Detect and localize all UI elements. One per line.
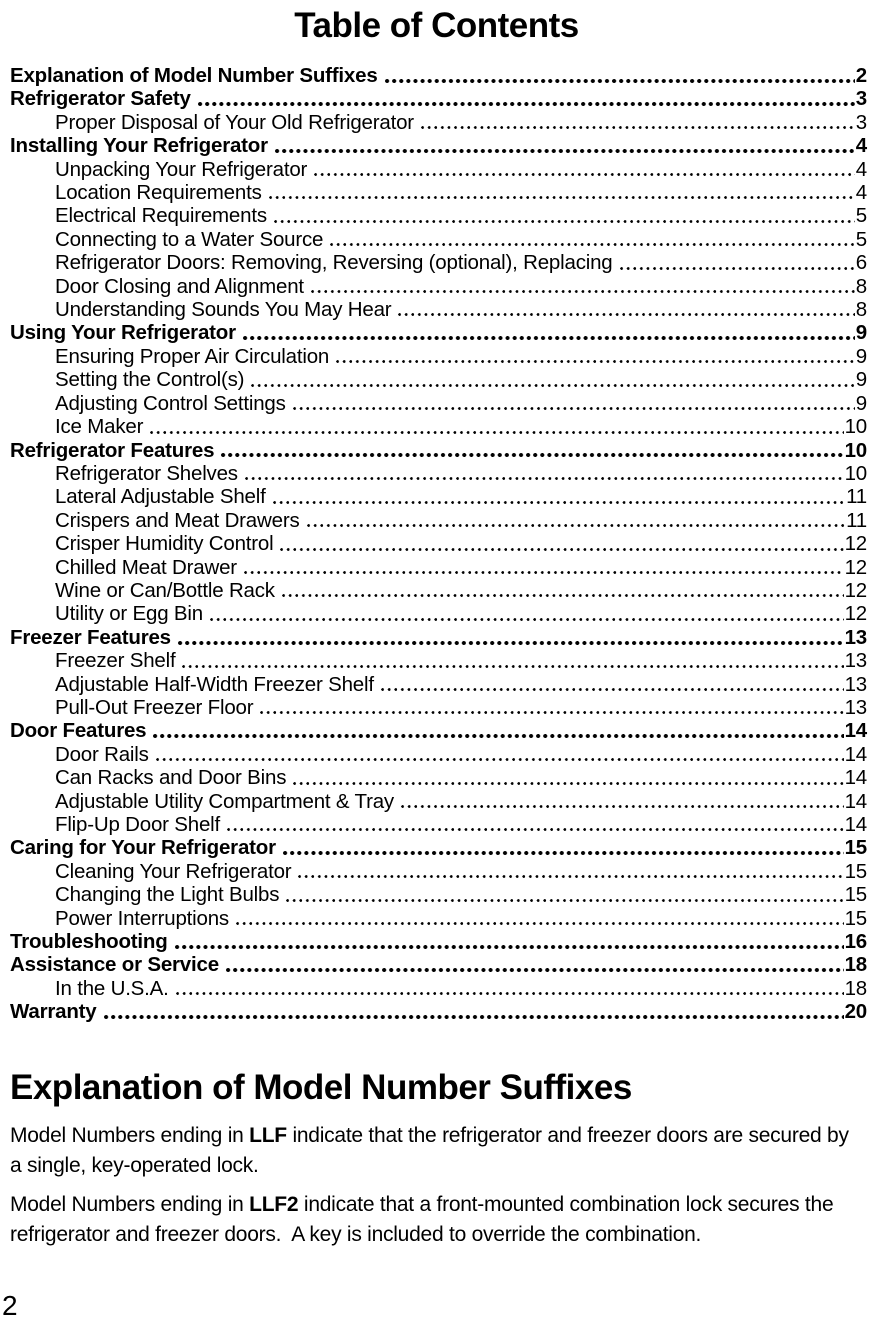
toc-row bbox=[10, 883, 867, 906]
toc-entry-label: Adjusting Control Settings bbox=[55, 391, 286, 415]
toc-entry-label: Pull-Out Freezer Floor bbox=[55, 695, 254, 719]
toc-page-number: 5 bbox=[855, 204, 867, 228]
toc-page-number: 10 bbox=[844, 461, 867, 485]
toc-row bbox=[10, 64, 867, 87]
paragraph-text-after: indicate that the refrigerator and freezer doors are secured by a single, key-operated lock. bbox=[10, 1123, 855, 1177]
toc-leader-dots bbox=[293, 766, 843, 789]
toc-row bbox=[10, 275, 867, 298]
toc-leader-dots bbox=[227, 813, 844, 836]
toc-page-number: 8 bbox=[855, 298, 867, 322]
toc-page-number: 6 bbox=[855, 251, 867, 275]
toc-leader-dots bbox=[245, 462, 844, 485]
paragraph-text-before: Model Numbers ending in bbox=[10, 1192, 250, 1216]
toc-entry-label: Using Your Refrigerator bbox=[10, 321, 236, 345]
toc-leader-dots bbox=[236, 907, 844, 930]
toc-leader-dots bbox=[398, 298, 854, 321]
toc-entry-label: Troubleshooting bbox=[10, 930, 168, 954]
toc-leader-dots bbox=[275, 134, 855, 157]
toc-page-number: 4 bbox=[855, 134, 867, 158]
toc-page-number: 14 bbox=[844, 813, 867, 836]
toc-leader-dots bbox=[153, 719, 843, 742]
toc-entry-label: Chilled Meat Drawer bbox=[55, 555, 237, 579]
toc-entry-label: Explanation of Model Number Suffixes bbox=[10, 64, 378, 87]
toc-leader-dots bbox=[286, 883, 843, 906]
toc-page-number: 3 bbox=[855, 110, 867, 134]
toc-leader-dots bbox=[314, 158, 855, 181]
toc-entry-label: Can Racks and Door Bins bbox=[55, 766, 287, 790]
paragraph-llf bbox=[10, 1121, 865, 1181]
toc-row bbox=[10, 532, 867, 555]
toc-entry-label: Cleaning Your Refrigerator bbox=[55, 859, 292, 883]
toc-leader-dots bbox=[330, 228, 855, 251]
paragraph-text-before: Model Numbers ending in bbox=[10, 1123, 250, 1147]
toc-leader-dots bbox=[244, 556, 844, 579]
toc-page-number: 18 bbox=[844, 953, 867, 977]
toc-leader-dots bbox=[243, 321, 855, 344]
toc-row bbox=[10, 134, 867, 157]
paragraph-text-after: indicate that a front-mounted combination lock secures the refrigerator and freezer doors. A key is included to override the combination. bbox=[10, 1192, 839, 1246]
toc-row bbox=[10, 907, 867, 930]
toc-row bbox=[10, 696, 867, 719]
toc-page-number: 12 bbox=[844, 602, 867, 626]
toc-page-number: 12 bbox=[844, 555, 867, 579]
section-heading: Explanation of Model Number Suffixes bbox=[10, 1067, 632, 1107]
paragraph-llf2 bbox=[10, 1190, 865, 1250]
toc-entry-label: In the U.S.A. bbox=[55, 976, 169, 1000]
toc-row bbox=[10, 181, 867, 204]
toc-row bbox=[10, 462, 867, 485]
toc-entry-label: Door Rails bbox=[55, 742, 149, 766]
toc-leader-dots bbox=[280, 532, 843, 555]
toc-row bbox=[10, 251, 867, 274]
toc-row bbox=[10, 509, 867, 532]
page-title: Table of Contents bbox=[294, 6, 579, 45]
toc-entry-label: Power Interruptions bbox=[55, 906, 229, 930]
toc-entry-label: Caring for Your Refrigerator bbox=[10, 836, 276, 860]
toc-row bbox=[10, 392, 867, 415]
toc-row bbox=[10, 87, 867, 110]
toc-leader-dots bbox=[283, 836, 844, 859]
toc-row bbox=[10, 298, 867, 321]
toc-leader-dots bbox=[251, 368, 854, 391]
toc-page-number: 13 bbox=[844, 625, 867, 649]
toc-entry-label: Ice Maker bbox=[55, 415, 144, 439]
toc-leader-dots bbox=[175, 930, 844, 953]
toc-leader-dots bbox=[104, 1000, 844, 1023]
toc-entry-label: Door Features bbox=[10, 719, 147, 743]
toc-row bbox=[10, 579, 867, 602]
toc-page-number: 9 bbox=[855, 391, 867, 415]
toc-page-number: 14 bbox=[844, 719, 867, 743]
toc-leader-dots bbox=[221, 439, 843, 462]
toc-page-number: 9 bbox=[855, 368, 867, 392]
model-suffix-llf: LLF bbox=[249, 1123, 287, 1147]
toc-page-number: 5 bbox=[855, 227, 867, 251]
toc-leader-dots bbox=[421, 111, 855, 134]
toc-page-number: 8 bbox=[855, 274, 867, 298]
toc-row bbox=[10, 345, 867, 368]
toc-row bbox=[10, 673, 867, 696]
toc-row bbox=[10, 204, 867, 227]
toc-entry-label: Flip-Up Door Shelf bbox=[55, 813, 221, 836]
toc-leader-dots bbox=[620, 251, 855, 274]
toc-leader-dots bbox=[307, 509, 846, 532]
toc-row bbox=[10, 790, 867, 813]
toc-leader-dots bbox=[226, 953, 844, 976]
toc-page-number: 14 bbox=[844, 766, 867, 790]
toc-page-number: 4 bbox=[855, 181, 867, 205]
toc-row bbox=[10, 626, 867, 649]
toc-leader-dots bbox=[274, 204, 855, 227]
toc-page-number: 18 bbox=[844, 976, 867, 1000]
toc-page-number: 3 bbox=[855, 87, 867, 111]
toc-leader-dots bbox=[156, 743, 844, 766]
toc-row bbox=[10, 649, 867, 672]
toc-page-number: 15 bbox=[844, 859, 867, 883]
toc-page-number: 12 bbox=[844, 578, 867, 602]
toc-page-number: 13 bbox=[844, 672, 867, 696]
toc-entry-label: Lateral Adjustable Shelf bbox=[55, 485, 266, 509]
toc-entry-label: Unpacking Your Refrigerator bbox=[55, 157, 308, 181]
toc-row bbox=[10, 953, 867, 976]
toc-leader-dots bbox=[198, 87, 855, 110]
toc-row bbox=[10, 813, 867, 836]
toc-row bbox=[10, 977, 867, 1000]
toc-row bbox=[10, 930, 867, 953]
toc-row bbox=[10, 766, 867, 789]
toc-entry-label: Refrigerator Shelves bbox=[55, 461, 238, 485]
toc-entry-label: Understanding Sounds You May Hear bbox=[55, 298, 392, 322]
toc-entry-label: Electrical Requirements bbox=[55, 204, 267, 228]
toc-entry-label: Ensuring Proper Air Circulation bbox=[55, 344, 330, 368]
toc-row bbox=[10, 836, 867, 859]
toc-row bbox=[10, 111, 867, 134]
toc-entry-label: Refrigerator Features bbox=[10, 438, 215, 462]
toc-entry-label: Wine or Can/Bottle Rack bbox=[55, 578, 275, 602]
toc-entry-label: Refrigerator Safety bbox=[10, 87, 191, 111]
toc-leader-dots bbox=[269, 181, 855, 204]
toc-row bbox=[10, 415, 867, 438]
toc-leader-dots bbox=[182, 649, 843, 672]
toc-page-number: 4 bbox=[855, 157, 867, 181]
toc-entry-label: Assistance or Service bbox=[10, 953, 219, 977]
toc-entry-label: Location Requirements bbox=[55, 181, 262, 205]
toc-row bbox=[10, 368, 867, 391]
toc-leader-dots bbox=[311, 275, 855, 298]
toc-leader-dots bbox=[293, 392, 855, 415]
toc-row bbox=[10, 556, 867, 579]
model-suffix-llf2: LLF2 bbox=[249, 1192, 299, 1216]
toc-page-number: 11 bbox=[846, 508, 867, 532]
toc-page-number: 9 bbox=[855, 344, 867, 368]
toc-page-number: 13 bbox=[844, 695, 867, 719]
toc-row bbox=[10, 743, 867, 766]
toc-entry-label: Refrigerator Doors: Removing, Reversing (optional), Replacing bbox=[55, 251, 613, 275]
toc-row bbox=[10, 485, 867, 508]
toc-row bbox=[10, 860, 867, 883]
toc-entry-label: Connecting to a Water Source bbox=[55, 227, 324, 251]
toc-page-number: 20 bbox=[844, 1000, 867, 1024]
toc-row bbox=[10, 719, 867, 742]
toc-entry-label: Adjustable Half-Width Freezer Shelf bbox=[55, 672, 374, 696]
toc-entry-label: Door Closing and Alignment bbox=[55, 274, 304, 298]
toc-page-number: 15 bbox=[844, 883, 867, 907]
toc-leader-dots bbox=[401, 790, 844, 813]
toc-page-number: 10 bbox=[844, 438, 867, 462]
toc-row bbox=[10, 158, 867, 181]
toc-leader-dots bbox=[385, 64, 855, 87]
toc-leader-dots bbox=[336, 345, 855, 368]
toc-leader-dots bbox=[178, 626, 844, 649]
toc-page-number: 10 bbox=[844, 415, 867, 439]
toc-entry-label: Crispers and Meat Drawers bbox=[55, 508, 300, 532]
toc-leader-dots bbox=[282, 579, 844, 602]
toc-page-number: 16 bbox=[844, 930, 867, 954]
toc-entry-label: Installing Your Refrigerator bbox=[10, 134, 268, 158]
toc-leader-dots bbox=[381, 673, 844, 696]
toc-page-number: 14 bbox=[844, 789, 867, 813]
toc-page-number: 15 bbox=[844, 906, 867, 930]
toc-entry-label: Utility or Egg Bin bbox=[55, 602, 203, 626]
toc-entry-label: Changing the Light Bulbs bbox=[55, 883, 280, 907]
toc-leader-dots bbox=[260, 696, 843, 719]
toc-page-number: 9 bbox=[855, 321, 867, 345]
toc-page-number: 2 bbox=[855, 64, 867, 87]
toc-page-number: 13 bbox=[844, 649, 867, 673]
toc-leader-dots bbox=[176, 977, 844, 1000]
toc-row bbox=[10, 321, 867, 344]
toc-entry-label: Adjustable Utility Compartment & Tray bbox=[55, 789, 394, 813]
toc-entry-label: Proper Disposal of Your Old Refrigerator bbox=[55, 110, 414, 134]
toc-page-number: 12 bbox=[844, 532, 867, 556]
toc-page-number: 14 bbox=[844, 742, 867, 766]
toc-entry-label: Freezer Shelf bbox=[55, 649, 176, 673]
toc-entry-label: Warranty bbox=[10, 1000, 97, 1024]
toc-leader-dots bbox=[150, 415, 843, 438]
toc-entry-label: Crisper Humidity Control bbox=[55, 532, 274, 556]
toc-entry-label: Freezer Features bbox=[10, 625, 171, 649]
toc-row bbox=[10, 1000, 867, 1023]
toc-page-number: 11 bbox=[846, 485, 867, 509]
toc-leader-dots bbox=[298, 860, 843, 883]
toc-list bbox=[0, 64, 873, 1024]
toc-row bbox=[10, 602, 867, 625]
toc-entry-label: Setting the Control(s) bbox=[55, 368, 245, 392]
toc-leader-dots bbox=[210, 602, 844, 625]
toc-row bbox=[10, 439, 867, 462]
toc-leader-dots bbox=[273, 485, 846, 508]
toc-row bbox=[10, 228, 867, 251]
toc-page-number: 15 bbox=[844, 836, 867, 860]
page-number: 2 bbox=[2, 1290, 18, 1321]
